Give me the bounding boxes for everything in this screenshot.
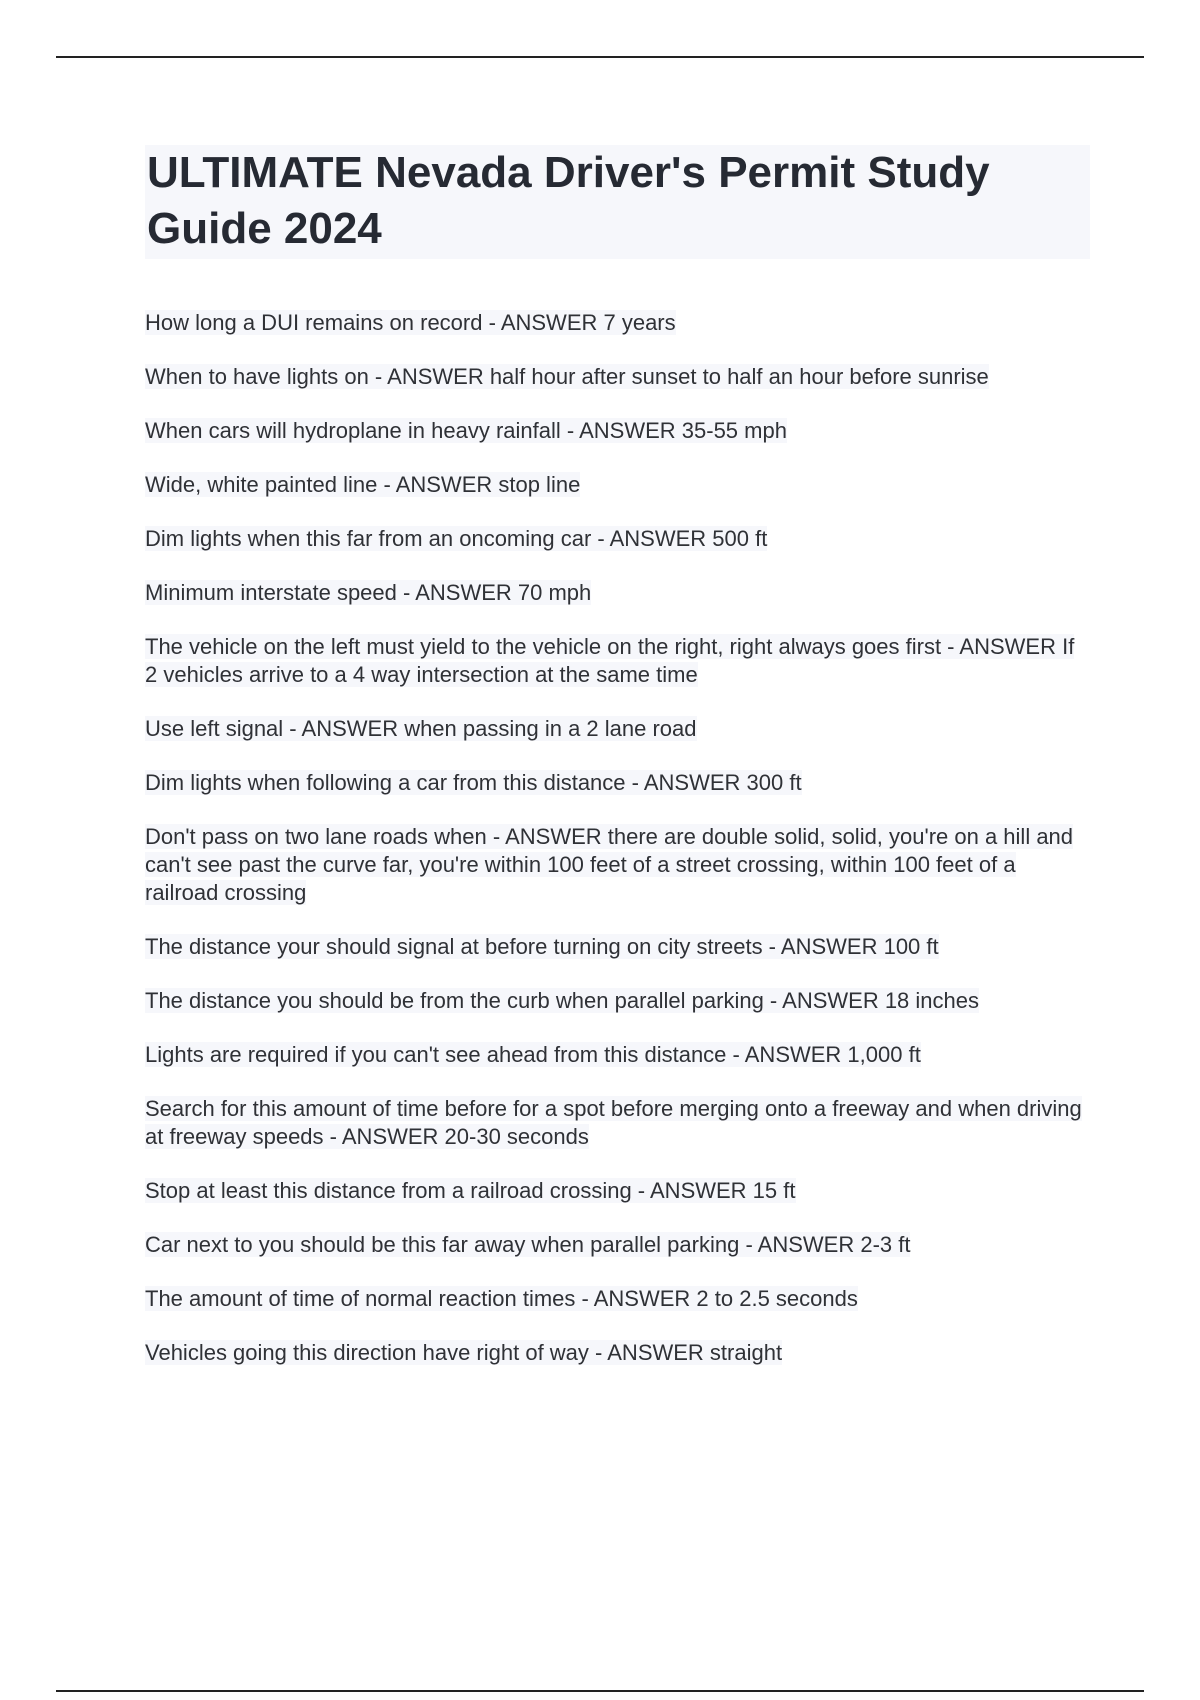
- qa-text: Car next to you should be this far away when parallel parking - ANSWER 2-3 ft: [145, 1232, 911, 1257]
- qa-list: [145, 309, 1090, 1367]
- list-item: [145, 1177, 1090, 1205]
- list-item: [145, 309, 1090, 337]
- list-item: [145, 987, 1090, 1015]
- list-item: [145, 1231, 1090, 1259]
- list-item: [145, 823, 1090, 907]
- qa-text: Use left signal - ANSWER when passing in a 2 lane road: [145, 716, 697, 741]
- title-block: [145, 145, 1090, 259]
- document-body: [145, 145, 1090, 1393]
- qa-text: The amount of time of normal reaction times - ANSWER 2 to 2.5 seconds: [145, 1286, 858, 1311]
- qa-text: The vehicle on the left must yield to the vehicle on the right, right always goes first - ANSWER If 2 vehicles arrive to a 4 way intersection at the same time: [145, 634, 1075, 687]
- qa-text: When cars will hydroplane in heavy rainfall - ANSWER 35-55 mph: [145, 418, 787, 443]
- qa-text: The distance your should signal at before turning on city streets - ANSWER 100 ft: [145, 934, 939, 959]
- qa-text: Stop at least this distance from a railroad crossing - ANSWER 15 ft: [145, 1178, 796, 1203]
- bottom-divider: [56, 1690, 1144, 1692]
- list-item: [145, 1041, 1090, 1069]
- list-item: [145, 715, 1090, 743]
- qa-text: Lights are required if you can't see ahead from this distance - ANSWER 1,000 ft: [145, 1042, 921, 1067]
- qa-text: Search for this amount of time before for a spot before merging onto a freeway and when driving at freeway speeds - ANSWER 20-30 seconds: [145, 1096, 1082, 1149]
- qa-text: Minimum interstate speed - ANSWER 70 mph: [145, 580, 592, 605]
- list-item: [145, 471, 1090, 499]
- list-item: [145, 633, 1090, 689]
- document-title: ULTIMATE Nevada Driver's Permit Study Guide 2024: [147, 148, 990, 253]
- list-item: [145, 933, 1090, 961]
- list-item: [145, 363, 1090, 391]
- qa-text: How long a DUI remains on record - ANSWER 7 years: [145, 310, 676, 335]
- qa-text: Dim lights when following a car from this distance - ANSWER 300 ft: [145, 770, 802, 795]
- qa-text: Don't pass on two lane roads when - ANSWER there are double solid, solid, you're on a hill and can't see past the curve far, you're within 100 feet of a street crossing, within 100 feet of a railroad crossing: [145, 824, 1074, 905]
- list-item: [145, 1095, 1090, 1151]
- qa-text: When to have lights on - ANSWER half hour after sunset to half an hour before sunrise: [145, 364, 989, 389]
- qa-text: Vehicles going this direction have right of way - ANSWER straight: [145, 1340, 783, 1365]
- list-item: [145, 525, 1090, 553]
- qa-text: Wide, white painted line - ANSWER stop line: [145, 472, 581, 497]
- list-item: [145, 769, 1090, 797]
- list-item: [145, 417, 1090, 445]
- list-item: [145, 579, 1090, 607]
- qa-text: The distance you should be from the curb when parallel parking - ANSWER 18 inches: [145, 988, 979, 1013]
- list-item: [145, 1339, 1090, 1367]
- qa-text: Dim lights when this far from an oncoming car - ANSWER 500 ft: [145, 526, 768, 551]
- top-divider: [56, 56, 1144, 58]
- list-item: [145, 1285, 1090, 1313]
